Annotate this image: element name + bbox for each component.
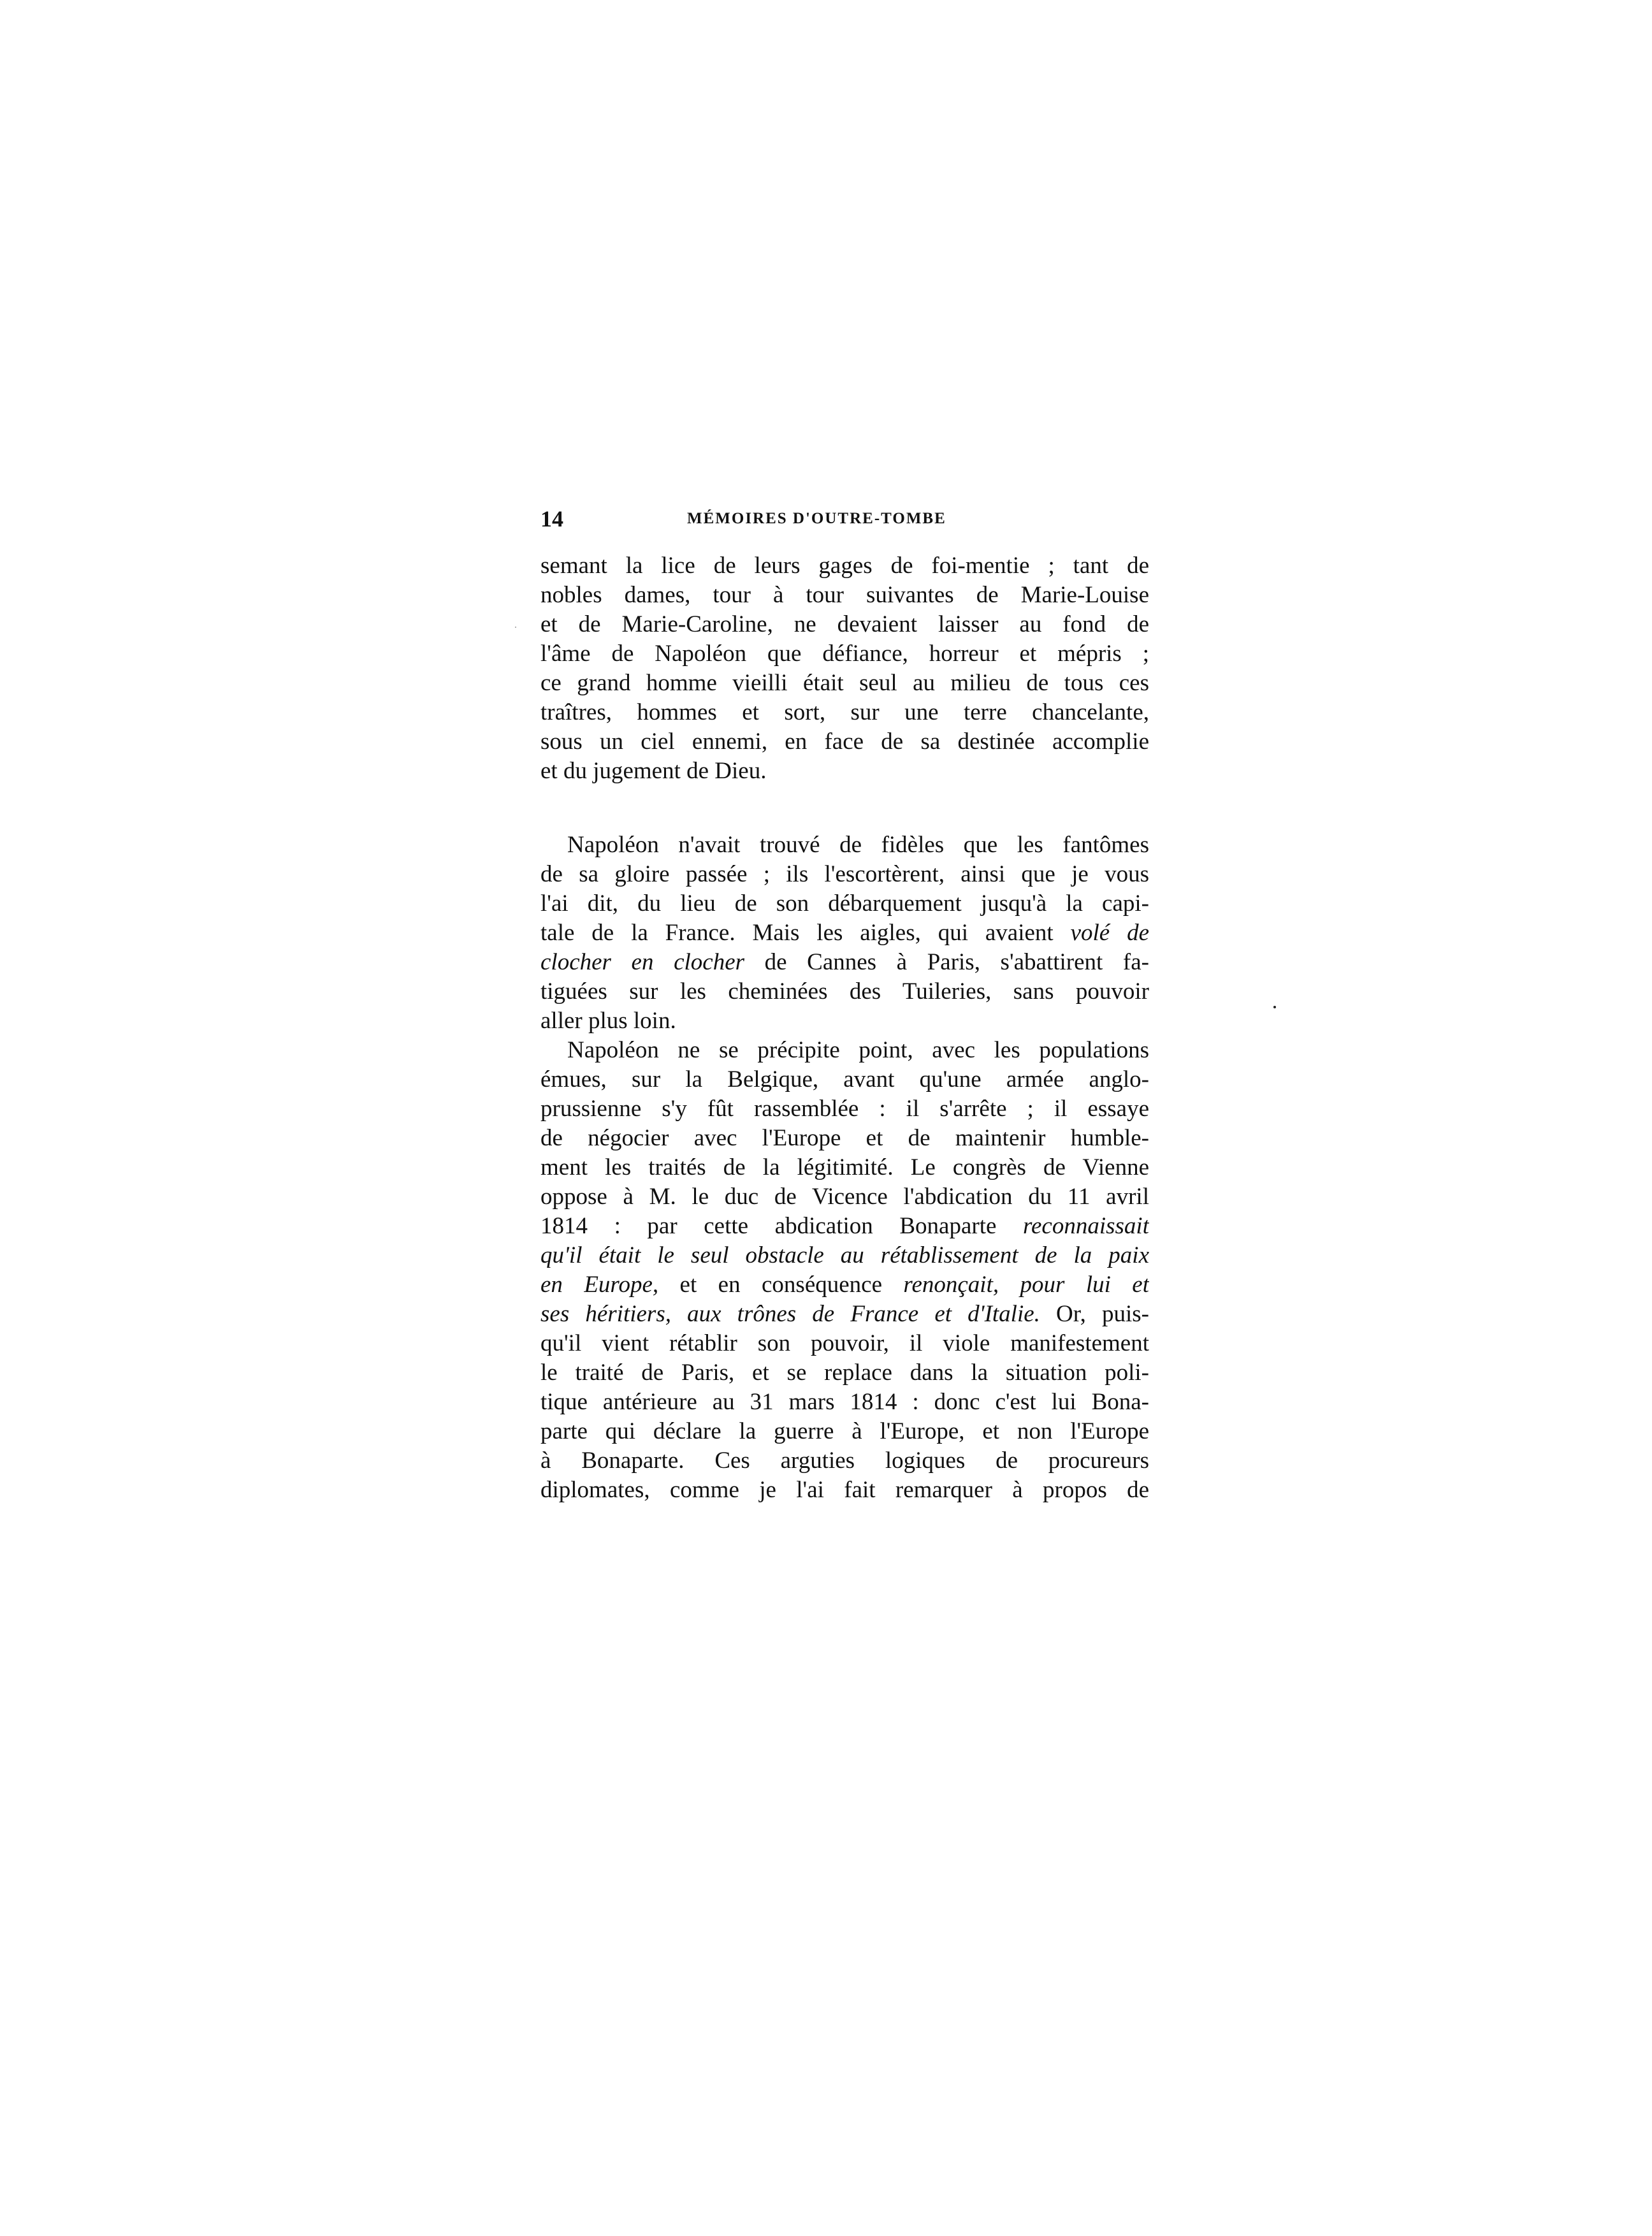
- text-line: oppose à M. le duc de Vicence l'abdication du 11 avril: [540, 1184, 1149, 1210]
- paragraph-2: [540, 831, 1149, 1036]
- text-line: et du jugement de Dieu.: [540, 758, 767, 784]
- text-line: qu'il vient rétablir son pouvoir, il viole manifestement: [540, 1330, 1149, 1356]
- text-line: [540, 1270, 1149, 1300]
- text-line: l'ai dit, du lieu de son débarquement jusqu'à la capi-: [540, 890, 1149, 917]
- scan-speck: [1273, 1006, 1276, 1008]
- text-line: prussienne s'y fût rassemblée : il s'arrête ; il essaye: [540, 1096, 1149, 1122]
- italic-run: renonçait, pour lui et: [903, 1272, 1149, 1298]
- italic-run: reconnaissait: [1022, 1213, 1149, 1239]
- text-line: de négocier avec l'Europe et de maintenir humble-: [540, 1125, 1149, 1151]
- text-line: parte qui déclare la guerre à l'Europe, et non l'Europe: [540, 1418, 1149, 1444]
- text-line: nobles dames, tour à tour suivantes de Marie-Louise: [540, 582, 1149, 608]
- text-line: ce grand homme vieilli était seul au milieu de tous ces: [540, 670, 1149, 696]
- text-line: le traité de Paris, et se replace dans la situation poli-: [540, 1360, 1149, 1386]
- text-run: 1814 : par cette abdication Bonaparte: [540, 1213, 1023, 1239]
- page-number: 14: [540, 506, 563, 532]
- text-run: tale de la France. Mais les aigles, qui avaient: [540, 920, 1071, 946]
- italic-run: ses héritiers, aux trônes de France et d'Italie.: [540, 1301, 1040, 1327]
- text-line: tique antérieure au 31 mars 1814 : donc c'est lui Bona-: [540, 1389, 1149, 1415]
- text-run: de Cannes à Paris, s'abattirent fa-: [744, 949, 1149, 975]
- text-line: et de Marie-Caroline, ne devaient laisser au fond de: [540, 611, 1149, 637]
- text-line: [540, 948, 1149, 977]
- body-text: [540, 551, 1149, 1505]
- text-line: qu'il était le seul obstacle au rétablissement de la paix: [540, 1242, 1149, 1268]
- text-line: [540, 1300, 1149, 1329]
- italic-run: volé de: [1070, 920, 1149, 946]
- text-line: [540, 918, 1149, 948]
- page-header: [540, 504, 1149, 534]
- paragraph-3: [540, 1036, 1149, 1505]
- paragraph-1: [540, 551, 1149, 786]
- text-line: semant la lice de leurs gages de foi-mentie ; tant de: [540, 553, 1149, 579]
- text-line: de sa gloire passée ; ils l'escortèrent, ainsi que je vous: [540, 861, 1149, 887]
- text-line: ment les traités de la légitimité. Le congrès de Vienne: [540, 1154, 1149, 1180]
- italic-run: en Europe,: [540, 1272, 659, 1298]
- text-line: l'âme de Napoléon que défiance, horreur et mépris ;: [540, 641, 1149, 667]
- scan-speck: [515, 627, 516, 628]
- text-line: à Bonaparte. Ces arguties logiques de procureurs: [540, 1448, 1149, 1474]
- text-line: aller plus loin.: [540, 1008, 676, 1034]
- text-line: sous un ciel ennemi, en face de sa destinée accomplie: [540, 729, 1149, 755]
- text-line: tiguées sur les cheminées des Tuileries, sans pouvoir: [540, 978, 1149, 1005]
- italic-run: clocher en clocher: [540, 949, 745, 975]
- text-run: Or, puis-: [1040, 1301, 1149, 1327]
- text-line: Napoléon ne se précipite point, avec les populations: [567, 1037, 1149, 1063]
- text-run: et en conséquence: [658, 1272, 904, 1298]
- text-line: [540, 1212, 1149, 1241]
- text-line: émues, sur la Belgique, avant qu'une armée anglo-: [540, 1066, 1149, 1093]
- running-title: MÉMOIRES D'OUTRE-TOMBE: [687, 510, 946, 527]
- text-line: traîtres, hommes et sort, sur une terre chancelante,: [540, 699, 1149, 725]
- text-line: Napoléon n'avait trouvé de fidèles que les fantômes: [567, 832, 1149, 858]
- text-line: diplomates, comme je l'ai fait remarquer à propos de: [540, 1477, 1149, 1503]
